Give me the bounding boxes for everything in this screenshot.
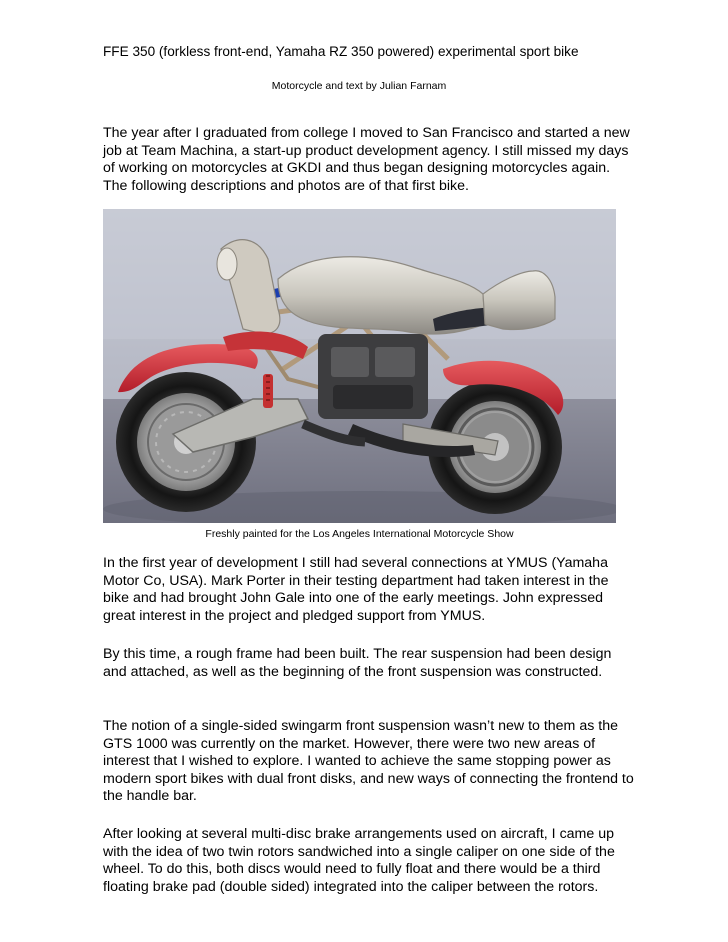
byline bbox=[0, 80, 728, 92]
paragraph: In the first year of development I still had several connections at YMUS (Yamaha Motor Co, USA). Mark Porter in their testing department had taken interest in the bike and had brought John Gale into one of the early meetings. John expressed great interest in the project and pledged support from YMUS. bbox=[103, 555, 609, 624]
intro-paragraph: The year after I graduated from college I moved to San Francisco and started a new job at Team Machina, a start-up product development agency. I still missed my days of working on motorcycles at GKDI and thus began designing motorcycles again. The following descriptions and photos are of that first bike. bbox=[103, 125, 630, 194]
paragraph: By this time, a rough frame had been built. The rear suspension had been design and attached, as well as the beginning of the front suspension was constructed. bbox=[103, 646, 612, 680]
document-title: FFE 350 (forkless front-end, Yamaha RZ 350 powered) experimental sport bike bbox=[103, 44, 579, 59]
motorcycle-photo bbox=[103, 209, 616, 523]
paragraph: After looking at several multi-disc brake arrangements used on aircraft, I came up with the idea of two twin rotors sandwiched into a single caliper on one side of the wheel. To do this, both discs would need to fully float and there would be a third floating brake pad (double sided) integrated into the caliper between the rotors. bbox=[103, 826, 615, 895]
byline-text: Motorcycle and text by Julian Farnam bbox=[271, 80, 447, 92]
paragraph: The notion of a single-sided swingarm front suspension wasn’t new to them as the GTS 1000 was currently on the market. However, there were two new areas of interest that I wished to explore. I wanted to achieve the same stopping power as modern sport bikes with dual front disks, and new ways of connecting the frontend to the handle bar. bbox=[103, 718, 634, 805]
motorcycle-illustration bbox=[103, 209, 616, 523]
photo-caption: Freshly painted for the Los Angeles International Motorcycle Show bbox=[205, 528, 514, 540]
